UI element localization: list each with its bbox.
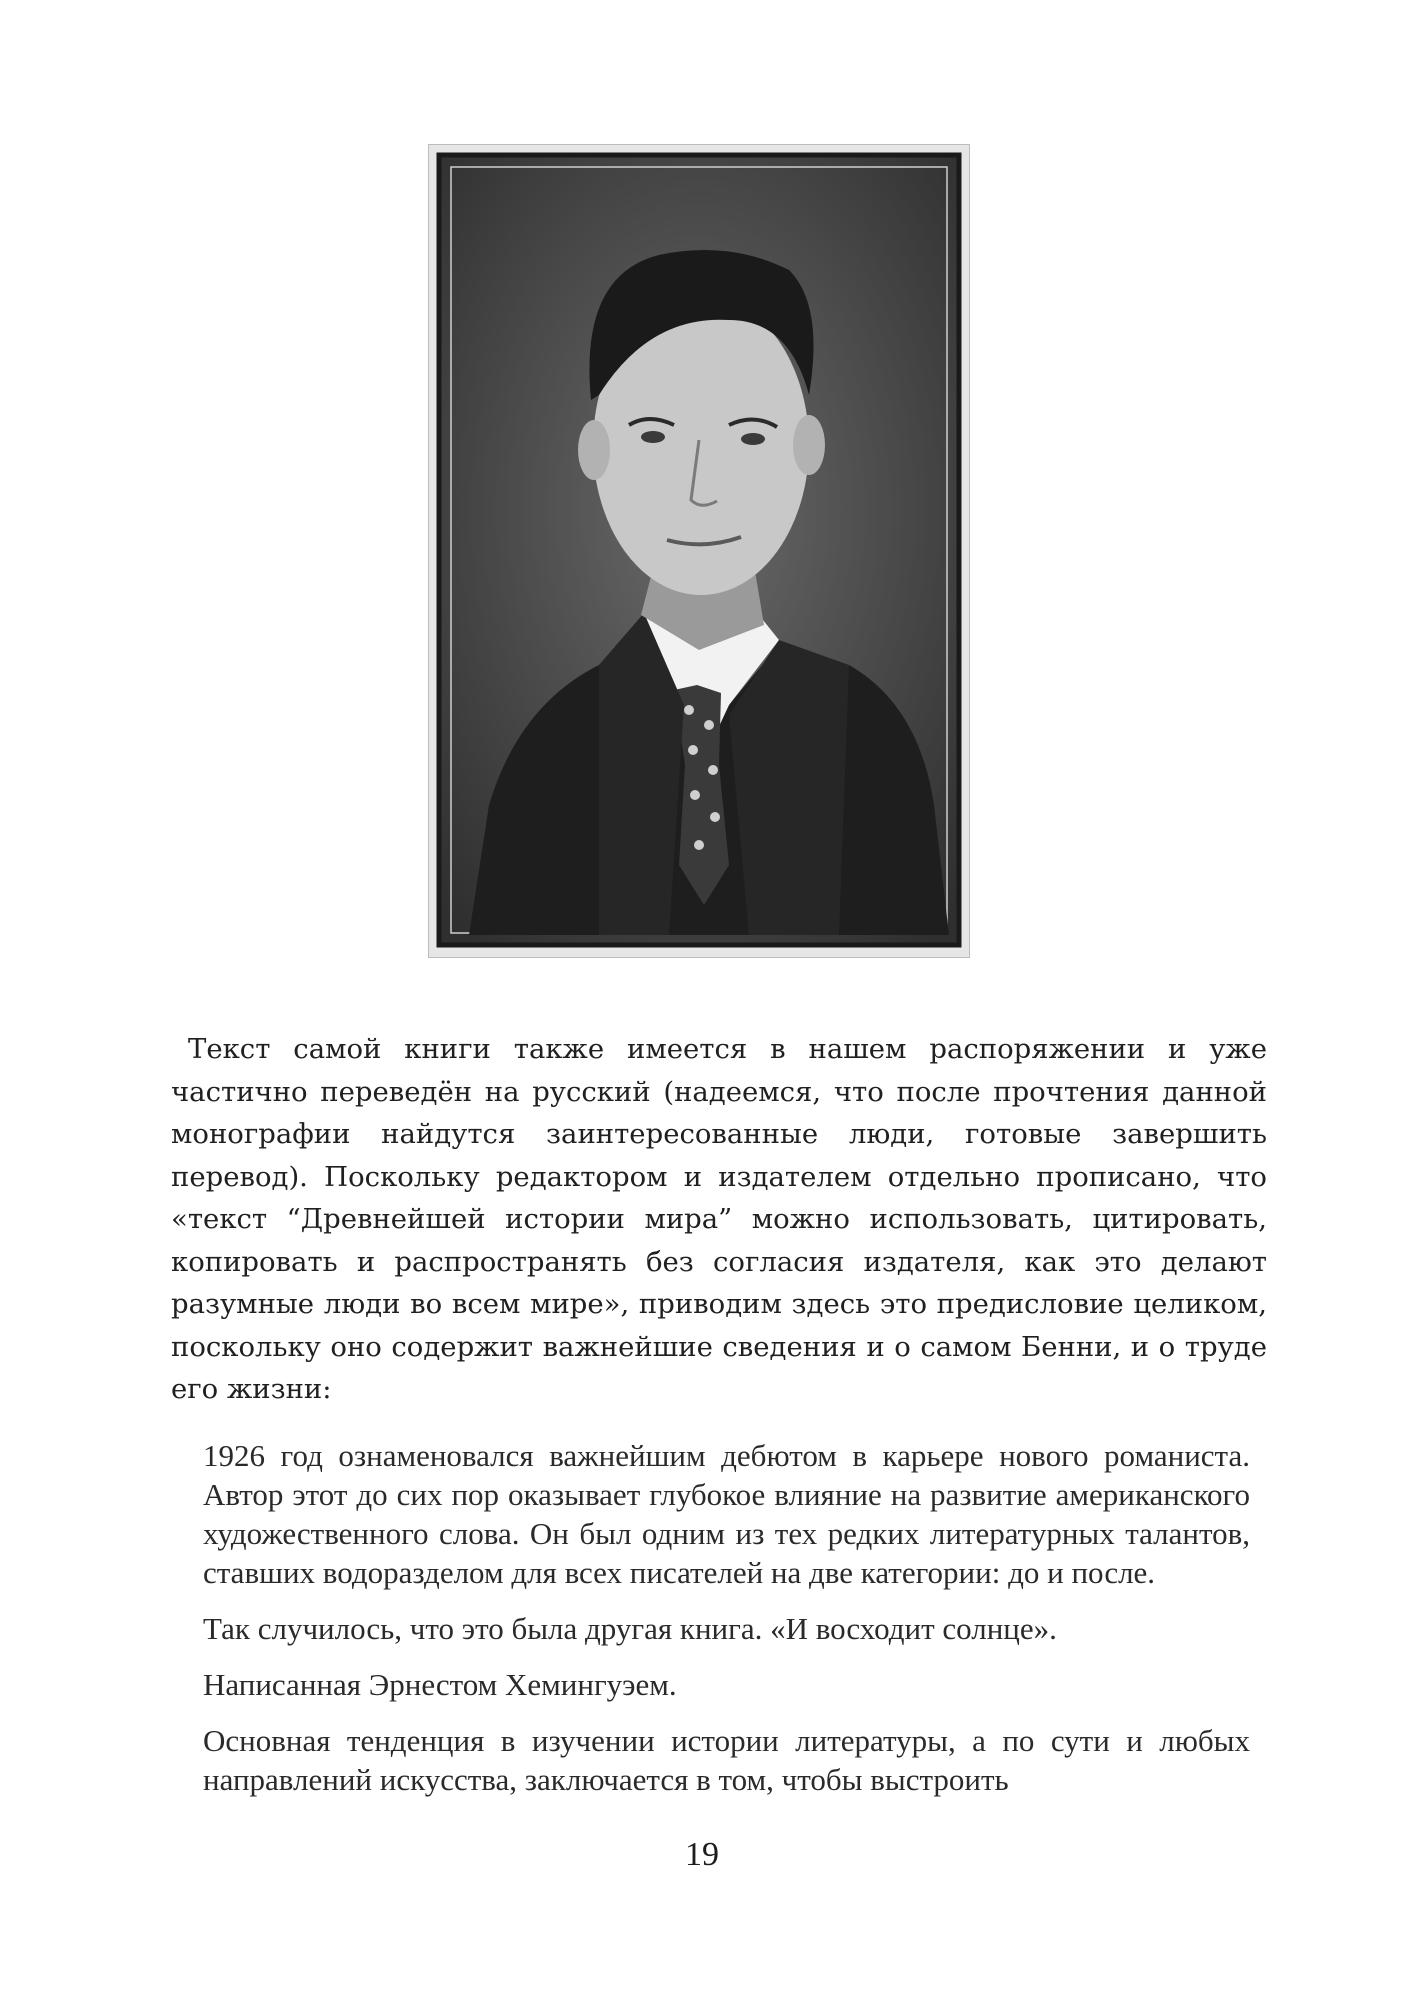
quote-paragraph-4: Основная тенденция в изучении истории литературы, а по сути и любых направлений искусства, заключается в том, чтобы выстроить xyxy=(203,1723,1250,1797)
quote-paragraph-3: Написанная Эрнестом Хемингуэем. xyxy=(203,1667,677,1702)
quote-paragraph-2: Так случилось, что это была другая книга. «И восходит солнце». xyxy=(203,1611,1057,1646)
quote-paragraph-1: 1926 год ознаменовался важнейшим дебютом в карьере нового романиста. Автор этот до сих пор оказывает глубокое влияние на развитие американского художественного слова. Он был одним из тех редких литературных талантов, ставших водоразделом для всех писателей на две категории: до и после. xyxy=(203,1438,1250,1590)
portrait-photo xyxy=(428,144,970,958)
page-number: 19 xyxy=(685,1836,719,1873)
intro-paragraph: Текст самой книги также имеется в нашем распоряжении и уже частично переведён на русский (надеемся, что после прочтения данной монографии найдутся заинтересованные люди, готовые завершить перевод). Поскольку редактором и издателем отдельно прописано, что «текст “Древнейшей истории мира” можно использовать, цитировать, копировать и распространять без согласия издателя, как это делают разумные люди во всем мире», приводим здесь это предисловие целиком, поскольку оно содержит важнейшие сведения и о самом Бенни, и о труде его жизни: xyxy=(171,1033,1267,1405)
quoted-preface xyxy=(203,1436,1250,1799)
intro-paragraph-block xyxy=(171,1028,1267,1411)
